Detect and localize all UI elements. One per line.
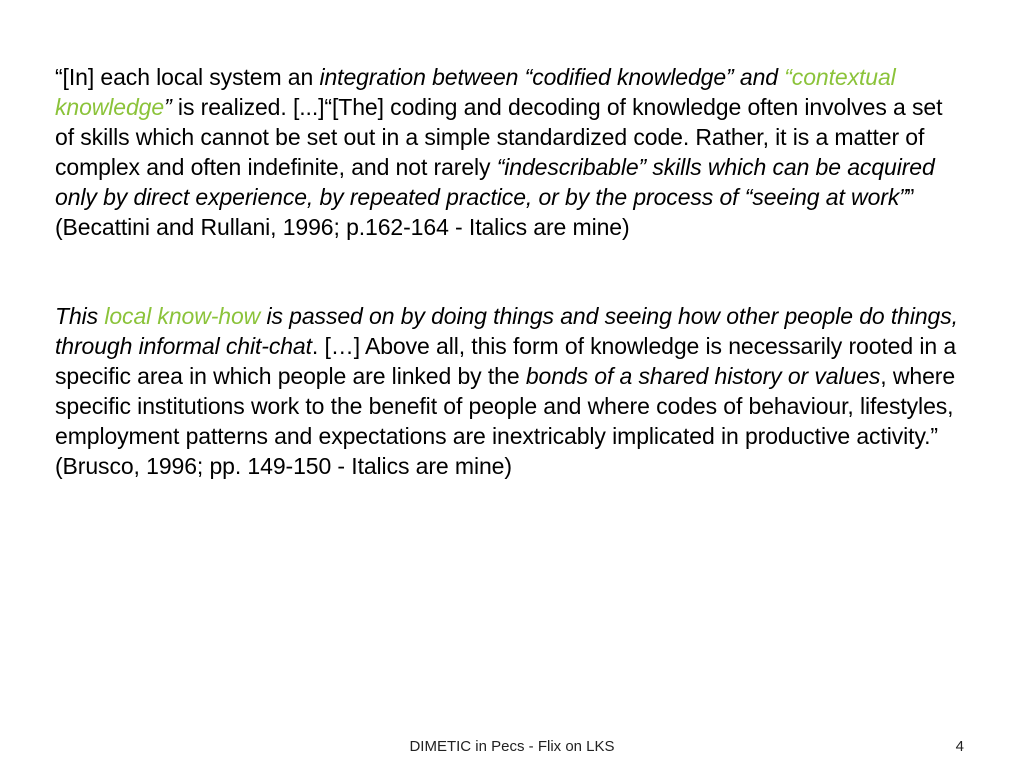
quote-italic-text: ” — [164, 94, 172, 120]
quote-italic-text: is passed on by doing things and seeing how other people do things, through informal chit-chat — [55, 303, 958, 359]
slide-footer: DIMETIC in Pecs - Flix on LKS — [409, 738, 615, 755]
quote-paragraph-brusco — [55, 301, 965, 481]
quote-italic-text: bonds of a shared history or values — [525, 363, 881, 389]
quote-italic-text: “indescribable” skills which can be acquired only by direct experience, by repeated practice, or by the process of “seeing at work” — [55, 154, 935, 210]
highlight-contextual-knowledge: “contextual knowledge — [55, 64, 896, 120]
page-number: 4 — [955, 738, 964, 755]
citation-text: ” (Becattini and Rullani, 1996; p.162-164 - Italics are mine) — [55, 184, 915, 240]
quote-text: “[In] each local system an — [55, 64, 320, 90]
quote-italic-text: This — [55, 303, 105, 329]
quote-paragraph-becattini — [55, 62, 965, 242]
quote-italic-text: integration between “codified knowledge” and — [319, 64, 785, 90]
quote-text: is realized. [...]“[The] coding and decoding of knowledge often involves a set of skills which cannot be set out in a simple standardized code. Rather, it is a matter of complex and often indefinite, and not rarely — [55, 94, 943, 180]
quote-text: . […] Above all, this form of knowledge is necessarily rooted in a specific area in which people are linked by the — [55, 333, 957, 389]
highlight-local-know-how: local know-how — [104, 303, 261, 329]
slide-body — [55, 62, 965, 481]
citation-text: , where specific institutions work to the benefit of people and where codes of behaviour, lifestyles, employment patterns and expectations are inextricably implicated in productive activity.” (Brusco, 1996; pp. 149-150 - Italics are mine) — [55, 363, 956, 479]
